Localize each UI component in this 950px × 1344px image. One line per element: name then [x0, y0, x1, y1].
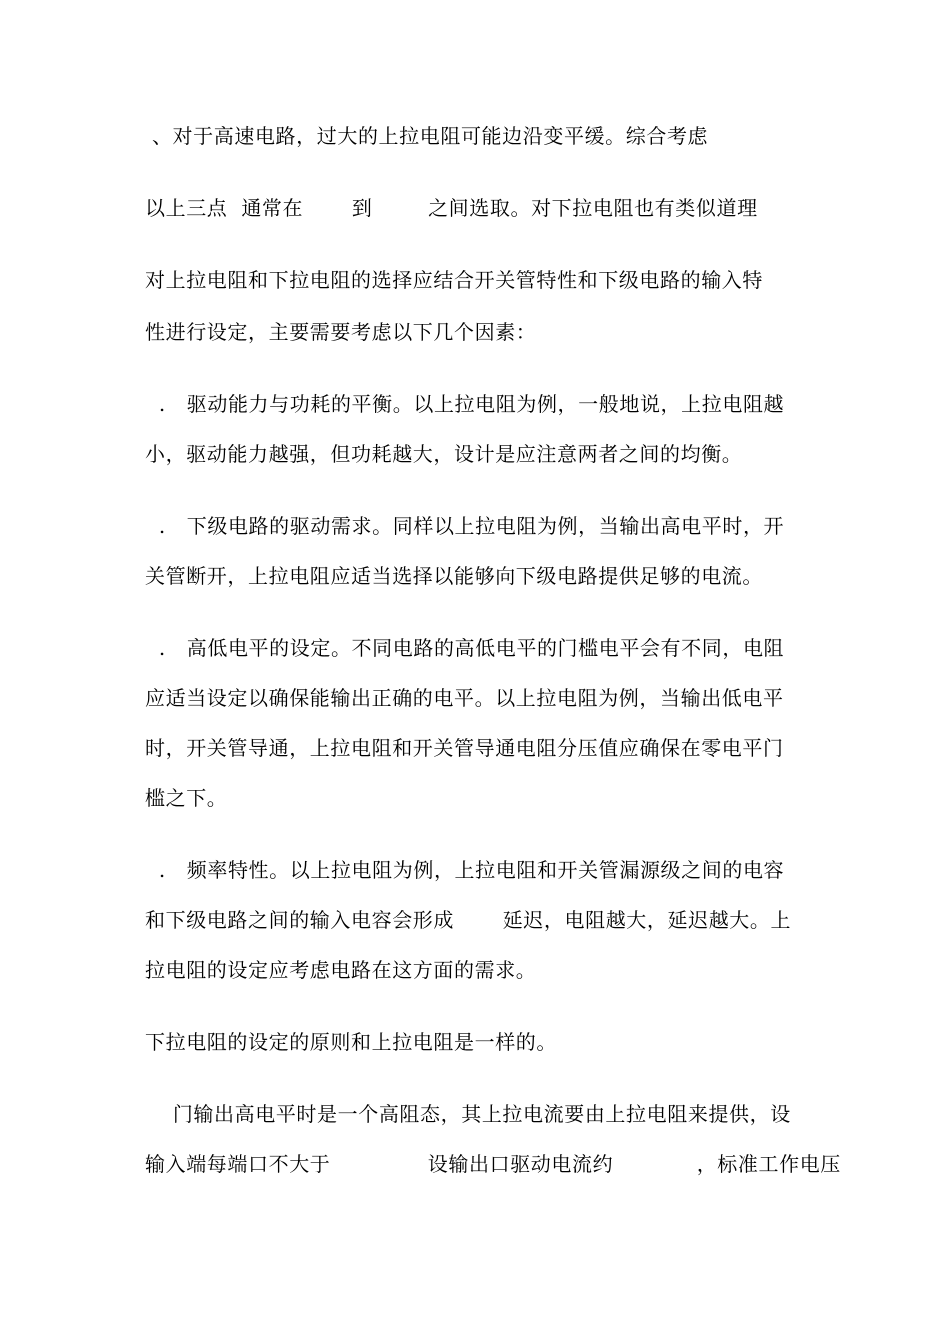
text-line: 关管断开，上拉电阻应适当选择以能够向下级电路提供足够的电流。 — [145, 564, 763, 588]
list-item-text-line: . 驱动能力与功耗的平衡。以上拉电阻为例，一般地说，上拉电阻越 — [145, 392, 785, 416]
text-line: 应适当设定以确保能输出正确的电平。以上拉电阻为例，当输出低电平 — [145, 686, 784, 710]
text-line: 输入端每端口不大于 设输出口驱动电流约 ，标准工作电压 — [145, 1152, 841, 1176]
text-line: 门输出高电平时是一个高阻态，其上拉电流要由上拉电阻来提供，设 — [145, 1102, 791, 1126]
text-line: 对上拉电阻和下拉电阻的选择应结合开关管特性和下级电路的输入特 — [145, 268, 763, 292]
text-line: 、对于高速电路，过大的上拉电阻可能边沿变平缓。综合考虑 — [145, 124, 709, 148]
text-line: 拉电阻的设定应考虑电路在这方面的需求。 — [145, 958, 537, 982]
text-line: 槛之下。 — [145, 786, 228, 810]
text-line: 以上三点 通常在 到 之间选取。对下拉电阻也有类似道理 — [145, 196, 758, 220]
text-line: 小，驱动能力越强，但功耗越大，设计是应注意两者之间的均衡。 — [145, 442, 743, 466]
text-line: 时，开关管导通，上拉电阻和开关管导通电阻分压值应确保在零电平门 — [145, 736, 784, 760]
list-item-text-line: . 下级电路的驱动需求。同样以上拉电阻为例，当输出高电平时，开 — [145, 514, 785, 538]
list-item-text-line: . 频率特性。以上拉电阻为例，上拉电阻和开关管漏源级之间的电容 — [145, 858, 785, 882]
list-item-text-line: . 高低电平的设定。不同电路的高低电平的门槛电平会有不同，电阻 — [145, 636, 785, 660]
text-line: 和下级电路之间的输入电容会形成 延迟，电阻越大，延迟越大。上 — [145, 908, 792, 932]
text-line: 性进行设定，主要需要考虑以下几个因素： — [145, 320, 537, 344]
text-line: 下拉电阻的设定的原则和上拉电阻是一样的。 — [145, 1030, 557, 1054]
